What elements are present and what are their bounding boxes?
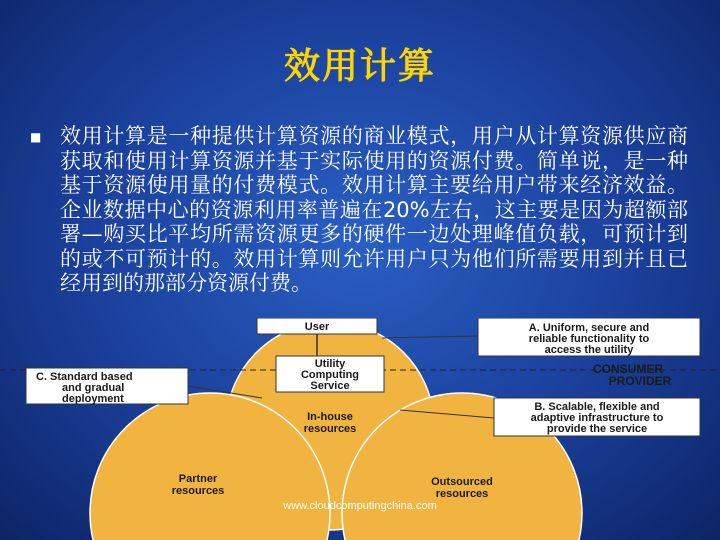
box-a-line-3: access the utility xyxy=(544,344,634,356)
partner-line-1: Partner xyxy=(178,473,218,485)
box-c-line-1: C. Standard based xyxy=(36,371,133,383)
utility-line-2: Computing xyxy=(300,369,360,381)
utility-line-3: Service xyxy=(310,380,350,392)
watermark-url: www.cloudcomputingchina.com xyxy=(283,500,437,512)
inhouse-line-2: resources xyxy=(303,423,357,435)
bullet-item xyxy=(30,124,690,296)
box-b-line-3: provide the service xyxy=(546,423,648,435)
consumer-label: CONSUMER xyxy=(592,362,664,376)
inhouse-line-1: In-house xyxy=(307,411,353,423)
box-a-connector xyxy=(382,336,478,338)
box-a-line-2: reliable functionality to xyxy=(528,333,650,345)
slide-title: 效用计算 xyxy=(283,46,436,87)
provider-label: PROVIDER xyxy=(608,374,672,388)
utility-computing-diagram xyxy=(0,318,720,540)
outsourced-line-2: resources xyxy=(435,488,489,500)
box-c-line-2: and gradual xyxy=(62,382,125,394)
square-bullet-icon: ■ xyxy=(30,130,42,144)
box-a-line-1: A. Uniform, secure and xyxy=(528,322,650,334)
user-label: User xyxy=(304,321,330,333)
box-b-line-2: adaptive infrastructure to xyxy=(530,412,664,424)
body-paragraph: 效用计算是一种提供计算资源的商业模式，用户从计算资源供应商获取和使用计算资源并基于实际使用的资源付费。简单说，是一种基于资源使用量的付费模式。效用计算主要给用户带来经济效益。企业数据中心的资源利用率普遍在20%左右，这主要是因为超额部署—购买比平均所需资源更多的硬件一边处理峰值负载，可预计到的或不可预计的。效用计算则允许用户只为他们所需要用到并且已经用到的那部分资源付费。 xyxy=(60,124,688,295)
partner-line-2: resources xyxy=(171,485,225,497)
outsourced-line-1: Outsourced xyxy=(431,476,493,488)
box-c-line-3: deployment xyxy=(62,393,124,405)
box-b-line-1: B. Scalable, flexible and xyxy=(534,401,660,413)
utility-line-1: Utility xyxy=(314,358,346,370)
